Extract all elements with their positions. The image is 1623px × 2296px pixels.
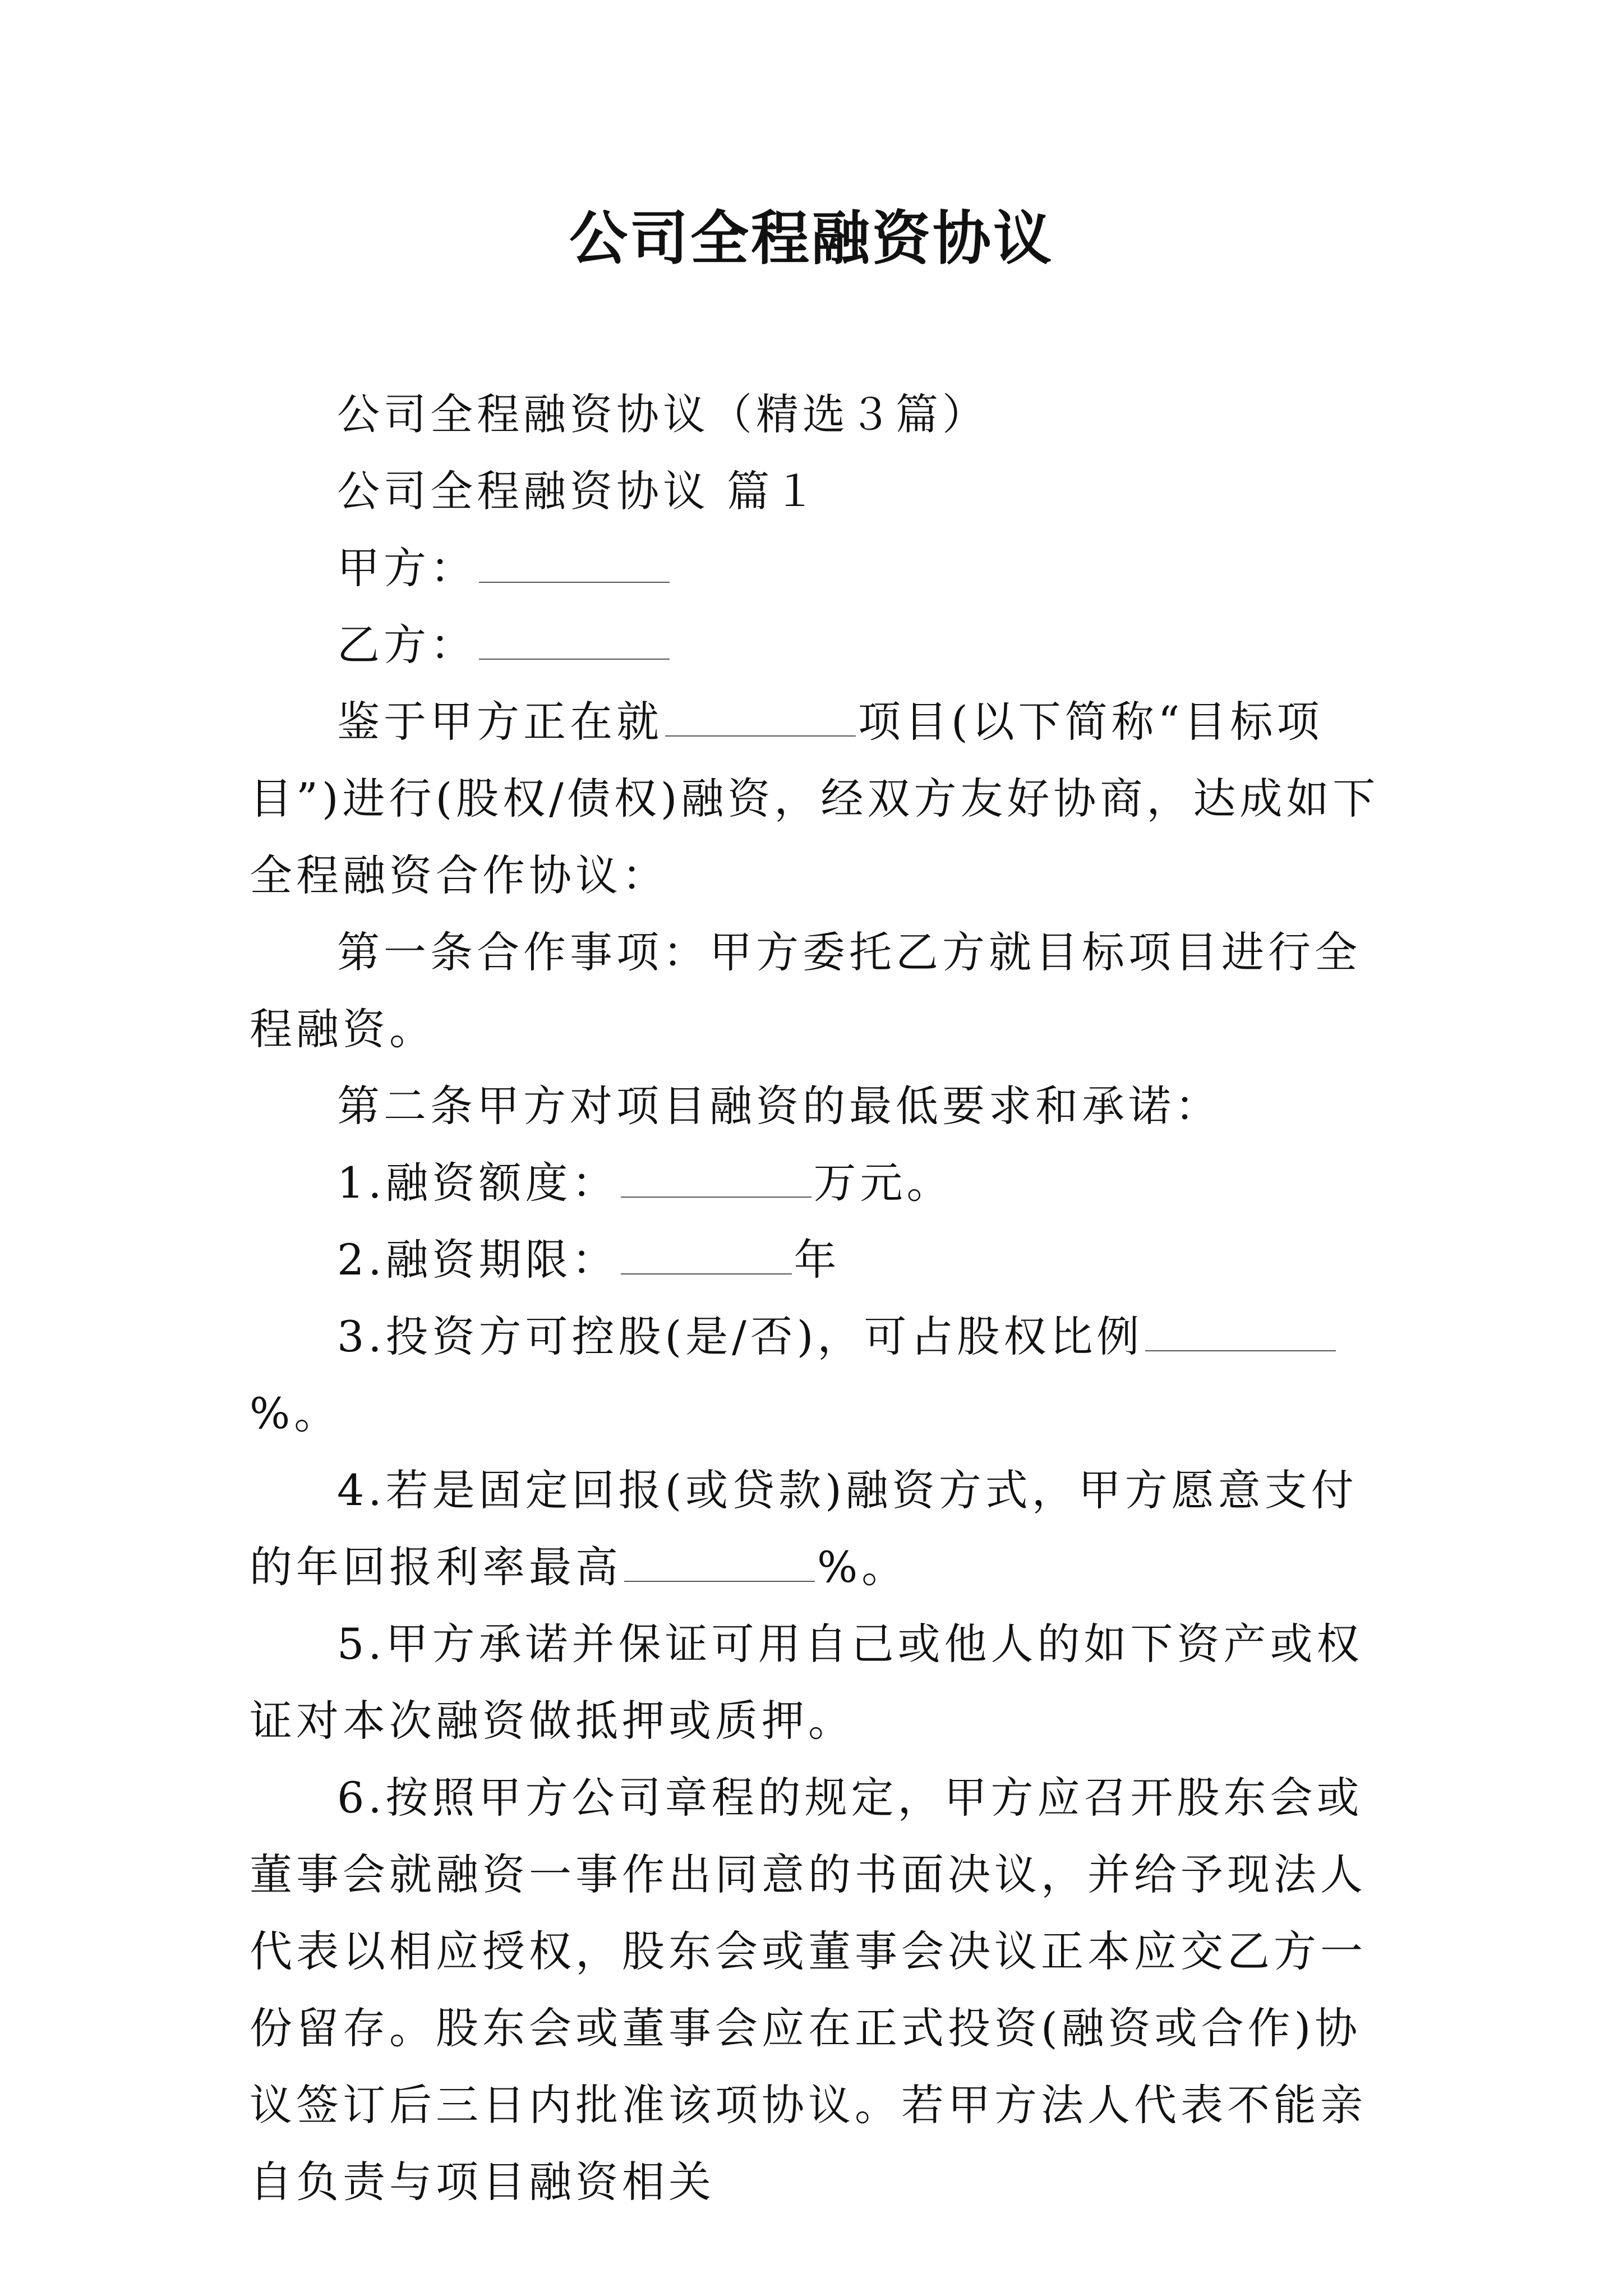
paragraph-text: 公司全程融资协议（精选３篇）	[337, 389, 989, 439]
paragraph-text: 4.若是固定回报(或贷款)融资方式，甲方愿意支付的年回报利率最高	[250, 1465, 1358, 1592]
paragraph-text: 6.按照甲方公司章程的规定，甲方应召开股东会或董事会就融资一事作出同意的书面决议，并给予现法人代表以相应授权，股东会或董事会决议正本应交乙方一份留存。股东会或董事会应在正式投资(融资或合作)协议签订后三日内批准该项协议。若甲方法人代表不能亲自负责与项目融资相关	[250, 1773, 1367, 2207]
fill-in-blank	[624, 1547, 815, 1582]
paragraph-text: 公司全程融资协议 篇１	[337, 466, 820, 516]
paragraph-party-a	[250, 530, 1382, 606]
paragraph-section-heading	[250, 453, 1382, 530]
paragraph-text: 第二条甲方对项目融资的最低要求和承诺：	[337, 1081, 1221, 1131]
paragraph-recital	[250, 683, 1382, 914]
paragraph-text: 万元。	[813, 1158, 953, 1208]
paragraph-party-b	[250, 606, 1382, 683]
paragraph-item-4	[250, 1452, 1382, 1605]
paragraph-text: 1.融资额度：	[337, 1158, 619, 1208]
paragraph-item-6	[250, 1759, 1382, 2220]
paragraph-article-1	[250, 914, 1382, 1068]
paragraph-text: %。	[817, 1542, 909, 1592]
fill-in-blank	[479, 625, 670, 660]
document-title: 公司全程融资协议	[569, 204, 1054, 273]
paragraph-text: 5.甲方承诺并保证可用自己或他人的如下资产或权证对本次融资做抵押或质押。	[250, 1619, 1363, 1746]
paragraph-text: 2.融资期限：	[337, 1235, 619, 1285]
paragraph-text: 甲方：	[337, 543, 477, 593]
paragraph-article-2	[250, 1068, 1382, 1144]
paragraph-item-1	[250, 1144, 1382, 1221]
paragraph-text: 第一条合作事项：甲方委托乙方就目标项目进行全程融资。	[250, 927, 1361, 1054]
paragraph-item-2	[250, 1221, 1382, 1298]
paragraph-text: 项目(以下简称“目标项目”)进行(股权/债权)融资，经双方友好协商，达成如下全程融资合作协议：	[250, 697, 1380, 900]
paragraph-text: 年	[794, 1235, 841, 1285]
fill-in-blank	[1145, 1317, 1336, 1351]
paragraph-text: 乙方：	[337, 620, 477, 670]
fill-in-blank	[479, 548, 670, 583]
fill-in-blank	[621, 1163, 811, 1198]
paragraph-text: %。	[250, 1388, 341, 1438]
paragraph-text: 鉴于甲方正在就	[337, 697, 663, 747]
paragraph-item-3	[250, 1298, 1382, 1452]
fill-in-blank	[621, 1240, 792, 1274]
fill-in-blank	[665, 702, 856, 737]
paragraph-text: 3.投资方可控股(是/否)，可占股权比例	[337, 1312, 1144, 1361]
document-body	[250, 376, 1382, 2220]
paragraph-item-5	[250, 1605, 1382, 1759]
paragraph-subtitle	[250, 376, 1382, 453]
